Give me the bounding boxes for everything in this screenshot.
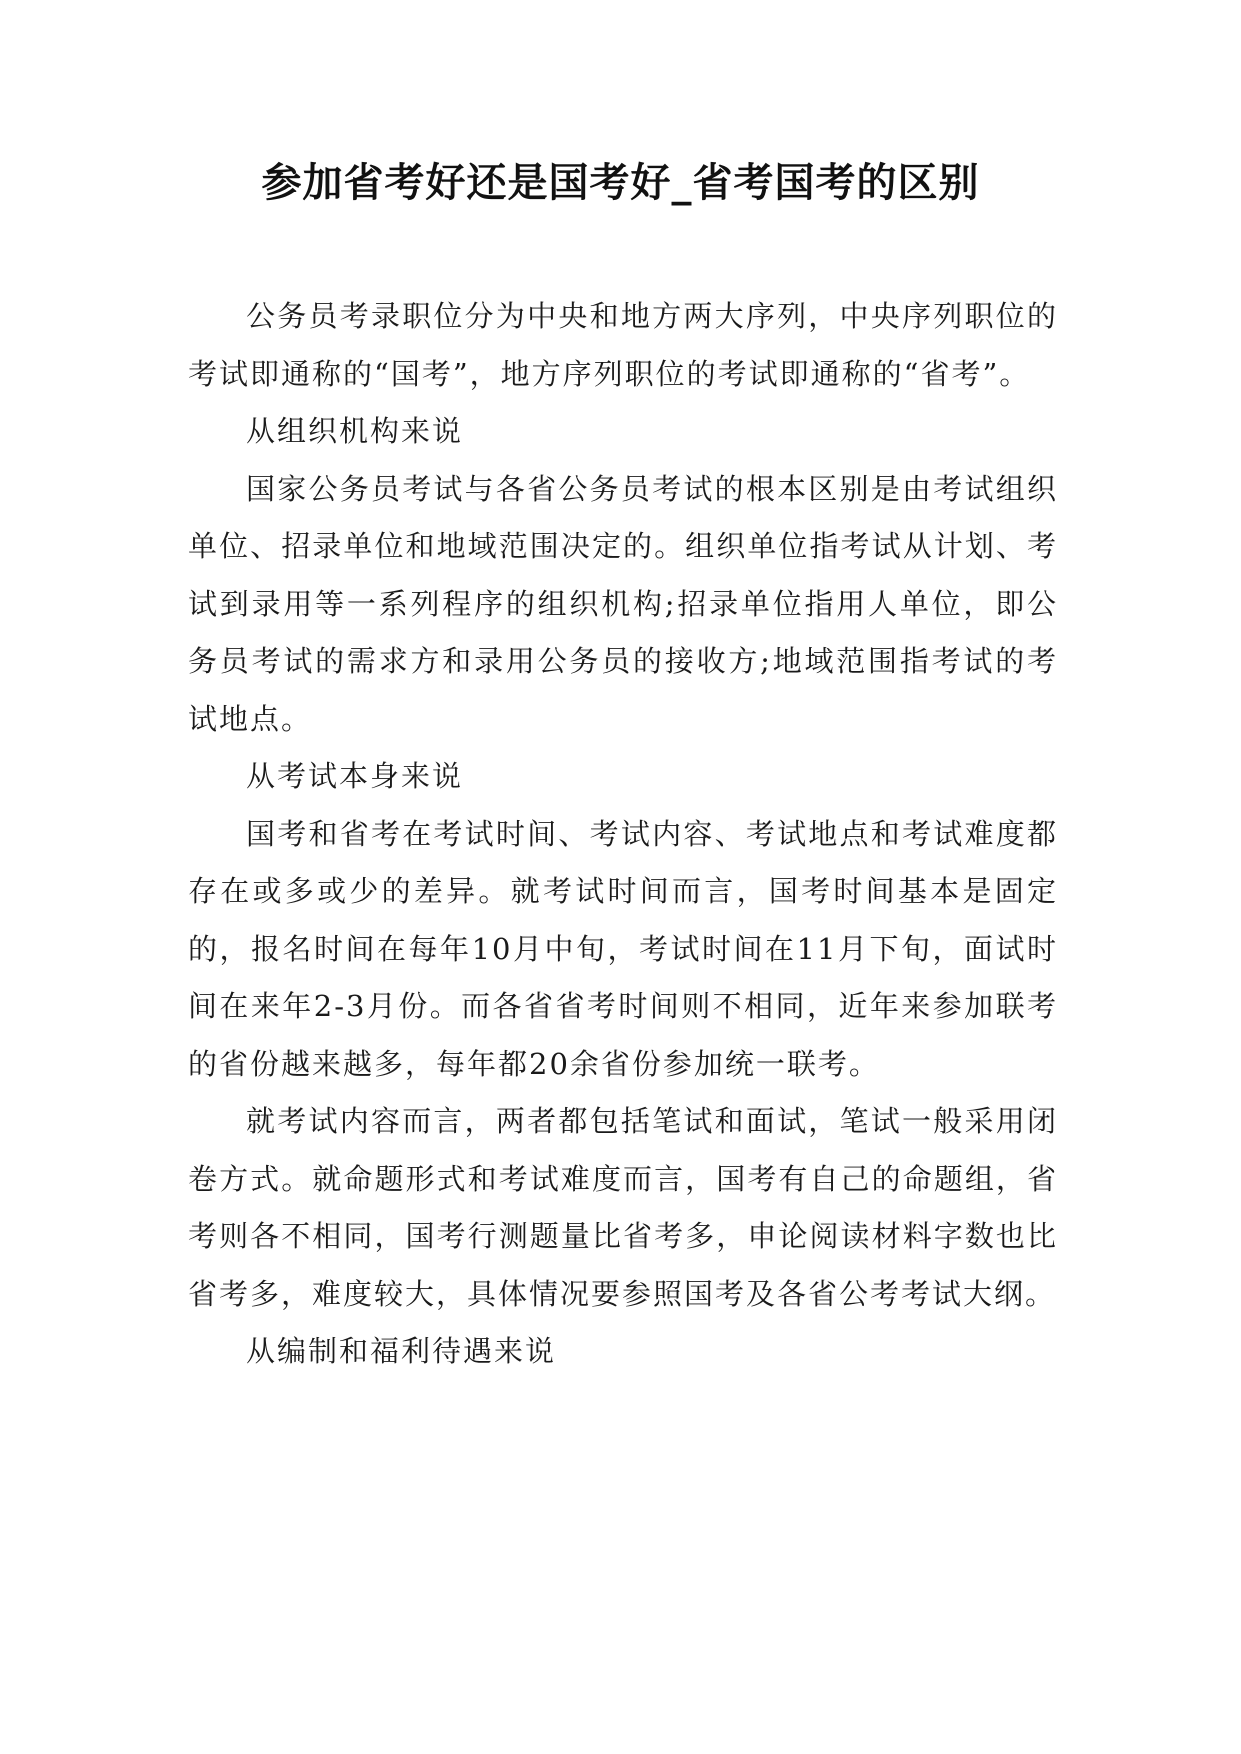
paragraph-exam-time: 国考和省考在考试时间、考试内容、考试地点和考试难度都存在或多或少的差异。就考试时间而言，国考时间基本是固定的，报名时间在每年10月中旬，考试时间在11月下旬，面试时间在来年2-3月份。而各省省考时间则不相同，近年来参加联考的省份越来越多，每年都20余省份参加统一联考。: [188, 816, 1058, 1081]
document-body: [188, 288, 1058, 1381]
section-heading-organization: 从组织机构来说: [246, 414, 464, 448]
document-title: 参加省考好还是国考好_省考国考的区别: [261, 160, 980, 206]
paragraph-exam-content: 就考试内容而言，两者都包括笔试和面试，笔试一般采用闭卷方式。就命题形式和考试难度而言，国考有自己的命题组，省考则各不相同，国考行测题量比省考多，申论阅读材料字数也比省考多，难度较大，具体情况要参照国考及各省公考考试大纲。: [188, 1104, 1058, 1311]
paragraph-organization: 国家公务员考试与各省公务员考试的根本区别是由考试组织单位、招录单位和地域范围决定的。组织单位指考试从计划、考试到录用等一系列程序的组织机构;招录单位指用人单位，即公务员考试的需求方和录用公务员的接收方;地域范围指考试的考试地点。: [188, 471, 1058, 736]
section-heading-exam: 从考试本身来说: [246, 759, 464, 793]
section-heading-benefits: 从编制和福利待遇来说: [246, 1334, 557, 1368]
paragraph-intro: 公务员考录职位分为中央和地方两大序列，中央序列职位的考试即通称的“国考”，地方序列职位的考试即通称的“省考”。: [188, 299, 1058, 391]
